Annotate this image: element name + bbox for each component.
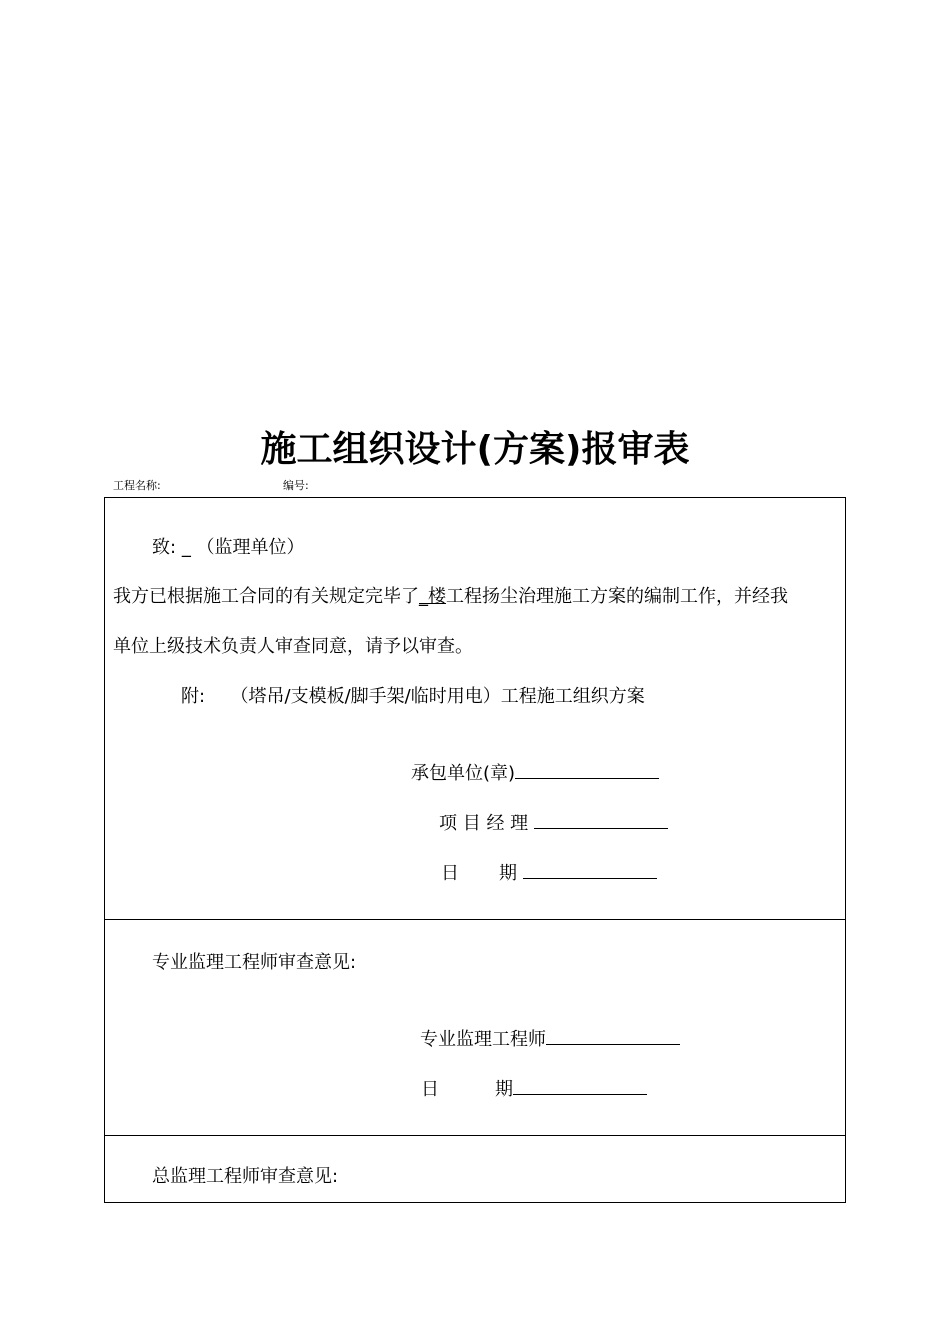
number-label: 编号: — [283, 479, 309, 492]
submission-section — [105, 498, 845, 920]
attachment-label: 附: — [181, 686, 206, 707]
specialist-review-section — [105, 920, 845, 1136]
manager-label: 项 目 经 理 — [439, 813, 529, 834]
approval-form-table — [104, 497, 846, 1203]
addressee-line — [152, 536, 305, 560]
chief-review-section — [105, 1136, 845, 1202]
contractor-date-field[interactable] — [523, 860, 657, 879]
date-char-day: 日 — [421, 1079, 439, 1100]
chief-opinion-label: 总监理工程师审查意见: — [152, 1166, 339, 1187]
statement-text-1b: 工程扬尘治理施工方案的编制工作，并经我 — [446, 586, 788, 607]
project-name-label: 工程名称: — [113, 479, 161, 492]
supervisor-unit-label: （监理单位） — [196, 537, 305, 558]
date-char-day: 日 — [441, 863, 459, 884]
specialist-opinion-label: 专业监理工程师审查意见: — [152, 952, 357, 973]
manager-signature-field[interactable] — [534, 810, 668, 829]
date-char-period: 期 — [499, 863, 517, 884]
statement-line-2: 单位上级技术负责人审查同意，请予以审查。 — [113, 636, 473, 657]
statement-text-1a: 我方已根据施工合同的有关规定完毕了 — [113, 586, 419, 607]
contractor-label: 承包单位(章) — [411, 763, 516, 784]
form-title: 施工组织设计(方案)报审表 — [260, 429, 690, 470]
specialist-date-field[interactable] — [513, 1076, 647, 1095]
specialist-date-line — [421, 1076, 647, 1102]
manager-signature-line — [439, 810, 668, 836]
specialist-engineer-label: 专业监理工程师 — [420, 1029, 546, 1050]
specialist-signature-field[interactable] — [546, 1026, 680, 1045]
contractor-signature-line — [411, 760, 659, 786]
attachment-text: （塔吊/支模板/脚手架/临时用电）工程施工组织方案 — [230, 686, 645, 707]
specialist-signature-line — [420, 1026, 680, 1052]
contractor-date-line — [441, 860, 657, 886]
building-field: _楼 — [419, 586, 446, 607]
date-char-period: 期 — [495, 1079, 513, 1100]
attachment-line — [181, 685, 645, 709]
to-label: 致: — [152, 537, 177, 558]
supervisor-unit-blank: _ — [181, 537, 191, 558]
contractor-signature-field[interactable] — [515, 760, 659, 779]
statement-line-1 — [113, 585, 788, 609]
